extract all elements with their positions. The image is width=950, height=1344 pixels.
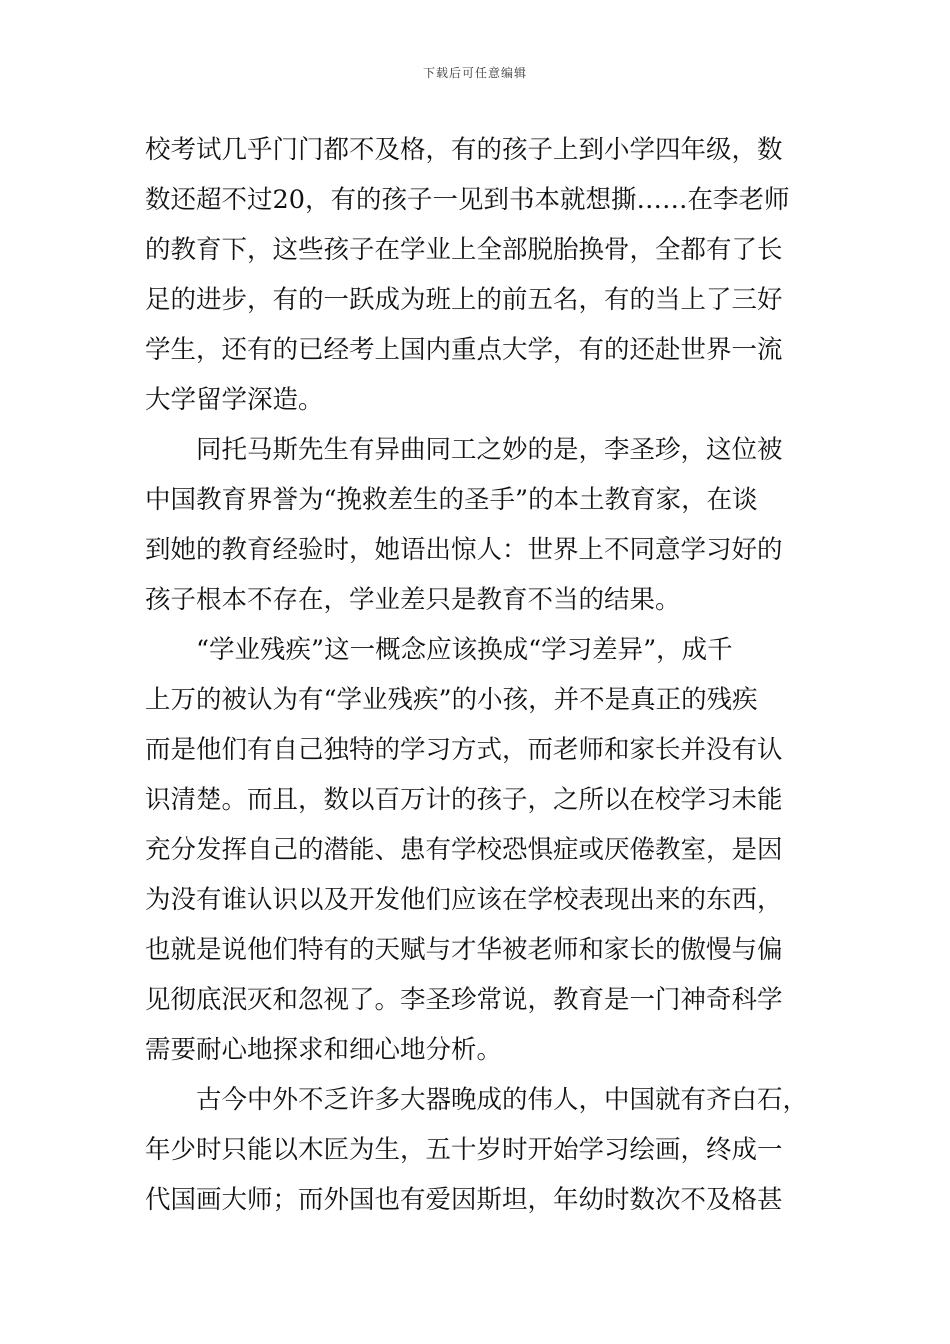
text-line: 代国画大师；而外国也有爱因斯坦，年幼时数次不及格甚 — [145, 1185, 783, 1215]
text-line: 年少时只能以木匠为生，五十岁时开始学习绘画，终成一 — [145, 1135, 783, 1165]
text-line: 古今中外不乏许多大器晚成的伟人，中国就有齐白石， — [145, 1085, 809, 1115]
text-line: 校考试几乎门门都不及格，有的孩子上到小学四年级，数 — [145, 135, 783, 165]
text-line: 上万的被认为有“学业残疾”的小孩，并不是真正的残疾 — [145, 685, 758, 715]
text-line: 的教育下，这些孩子在学业上全部脱胎换骨，全都有了长 — [145, 235, 783, 265]
text-line: 识清楚。而且，数以百万计的孩子，之所以在校学习未能 — [145, 785, 783, 815]
text-line: 学生，还有的已经考上国内重点大学，有的还赴世界一流 — [145, 335, 783, 365]
document-body — [145, 125, 825, 1225]
page-header-note: 下载后可任意编辑 — [422, 66, 527, 80]
paragraph-2 — [145, 425, 825, 625]
text-line: 为没有谁认识以及开发他们应该在学校表现出来的东西， — [145, 885, 783, 915]
paragraph-1 — [145, 125, 825, 425]
paragraph-4 — [145, 1075, 825, 1225]
text-line: 需要耐心地探求和细心地分析。 — [145, 1035, 503, 1065]
text-line: 而是他们有自己独特的学习方式，而老师和家长并没有认 — [145, 735, 783, 765]
text-line: 中国教育界誉为“挽救差生的圣手”的本土教育家，在谈 — [145, 485, 758, 515]
text-line: “学业残疾”这一概念应该换成“学习差异”，成千 — [145, 635, 733, 665]
text-line: 到她的教育经验时，她语出惊人：世界上不同意学习好的 — [145, 535, 783, 565]
text-line: 充分发挥自己的潜能、患有学校恐惧症或厌倦教室，是因 — [145, 835, 783, 865]
text-line: 也就是说他们特有的天赋与才华被老师和家长的傲慢与偏 — [145, 935, 783, 965]
paragraph-3 — [145, 625, 825, 1075]
text-line: 见彻底泯灭和忽视了。李圣珍常说，教育是一门神奇科学 — [145, 985, 783, 1015]
text-line: 孩子根本不存在，学业差只是教育不当的结果。 — [145, 585, 681, 615]
text-line: 足的进步，有的一跃成为班上的前五名，有的当上了三好 — [145, 285, 783, 315]
text-line: 大学留学深造。 — [145, 385, 324, 415]
text-line: 数还超不过20，有的孩子一见到书本就想撕……在李老师 — [145, 185, 790, 215]
text-line: 同托马斯先生有异曲同工之妙的是，李圣珍，这位被 — [145, 435, 783, 465]
